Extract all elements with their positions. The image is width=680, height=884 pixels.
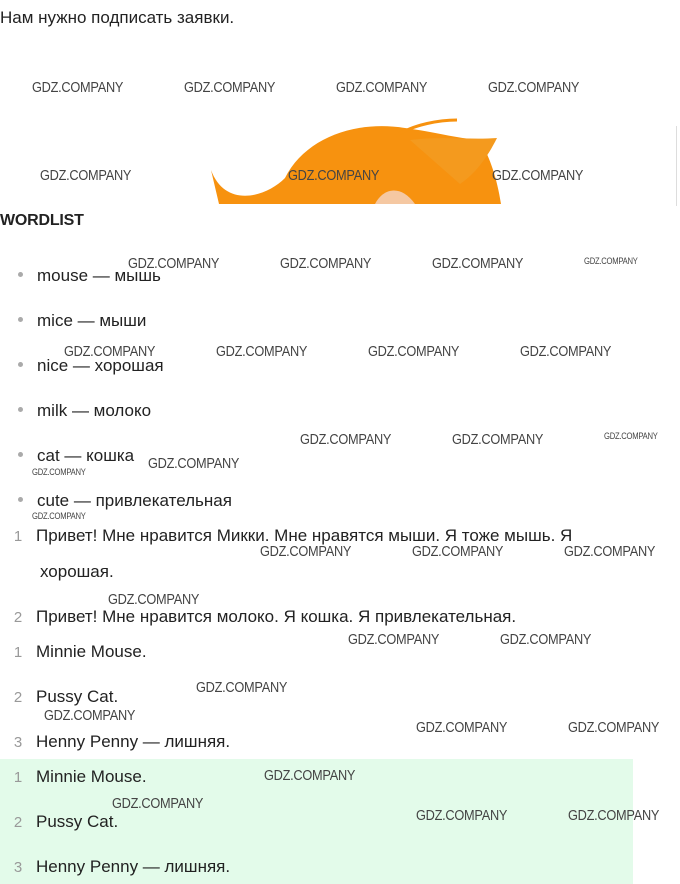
watermark: GDZ.COMPANY [568,719,660,736]
wordlist-item: nice — хорошая [18,356,164,376]
bullet-icon [18,317,23,322]
bullet-icon [18,497,23,502]
watermark: GDZ.COMPANY [416,807,508,824]
watermark: GDZ.COMPANY [184,79,276,96]
wordlist-item: mice — мыши [18,311,146,331]
wordlist-item: cat — кошка [18,446,134,466]
item-number: 1 [13,528,23,545]
watermark: GDZ.COMPANY [584,256,638,266]
watermark: GDZ.COMPANY [32,511,86,521]
watermark: GDZ.COMPANY [32,79,124,96]
answer-item: 2 Pussy Cat. [0,804,118,841]
watermark: GDZ.COMPANY [520,343,612,360]
scroll-edge [676,126,680,206]
item-number: 3 [13,859,23,876]
watermark: GDZ.COMPANY [604,431,658,441]
watermark: GDZ.COMPANY [216,343,308,360]
bullet-icon [18,362,23,367]
item-number: 2 [13,814,23,831]
watermark: GDZ.COMPANY [300,431,392,448]
watermark: GDZ.COMPANY [108,591,200,608]
watermark: GDZ.COMPANY [488,79,580,96]
watermark: GDZ.COMPANY [564,543,656,560]
watermark: GDZ.COMPANY [416,719,508,736]
watermark: GDZ.COMPANY [64,343,156,360]
watermark: GDZ.COMPANY [492,167,584,184]
watermark: GDZ.COMPANY [280,255,372,272]
wordlist-heading: WORDLIST [0,212,84,229]
text-line-continued: хорошая. [40,562,114,581]
watermark: GDZ.COMPANY [264,767,356,784]
watermark: GDZ.COMPANY [452,431,544,448]
answer-item: 1 Minnie Mouse. [0,759,147,796]
intro-text: Нам нужно подписать заявки. [0,8,235,27]
watermark: GDZ.COMPANY [412,543,504,560]
item-number: 3 [13,734,23,751]
list-item: 1 Minnie Mouse. [0,634,147,671]
watermark: GDZ.COMPANY [260,543,352,560]
wordlist-item: milk — молоко [18,401,151,421]
item-number: 2 [13,609,23,626]
watermark: GDZ.COMPANY [368,343,460,360]
answer-item: 3 Henny Penny — лишняя. [0,849,230,884]
watermark: GDZ.COMPANY [336,79,428,96]
list-item: 3 Henny Penny — лишняя. [0,724,230,761]
wordlist-item: mouse — мышь [18,266,161,286]
watermark: GDZ.COMPANY [128,255,220,272]
list-item: 2 Pussy Cat. [0,679,118,716]
watermark: GDZ.COMPANY [568,807,660,824]
watermark: GDZ.COMPANY [196,679,288,696]
watermark: GDZ.COMPANY [32,467,86,477]
watermark: GDZ.COMPANY [148,455,240,472]
bullet-icon [18,407,23,412]
watermark: GDZ.COMPANY [40,167,132,184]
watermark: GDZ.COMPANY [112,795,204,812]
item-number: 1 [13,769,23,786]
bullet-icon [18,272,23,277]
wordlist-item: cute — привлекательная [18,491,232,511]
item-number: 1 [13,644,23,661]
watermark: GDZ.COMPANY [432,255,524,272]
watermark: GDZ.COMPANY [348,631,440,648]
watermark: GDZ.COMPANY [288,167,380,184]
text-line: 1 Привет! Мне нравится Микки. Мне нравятся мыши. Я тоже мышь. Я [0,518,572,555]
watermark: GDZ.COMPANY [44,707,136,724]
bullet-icon [18,452,23,457]
text-line: 2 Привет! Мне нравится молоко. Я кошка. Я привлекательная. [0,599,516,636]
cat-illustration [205,118,505,204]
item-number: 2 [13,689,23,706]
watermark: GDZ.COMPANY [500,631,592,648]
